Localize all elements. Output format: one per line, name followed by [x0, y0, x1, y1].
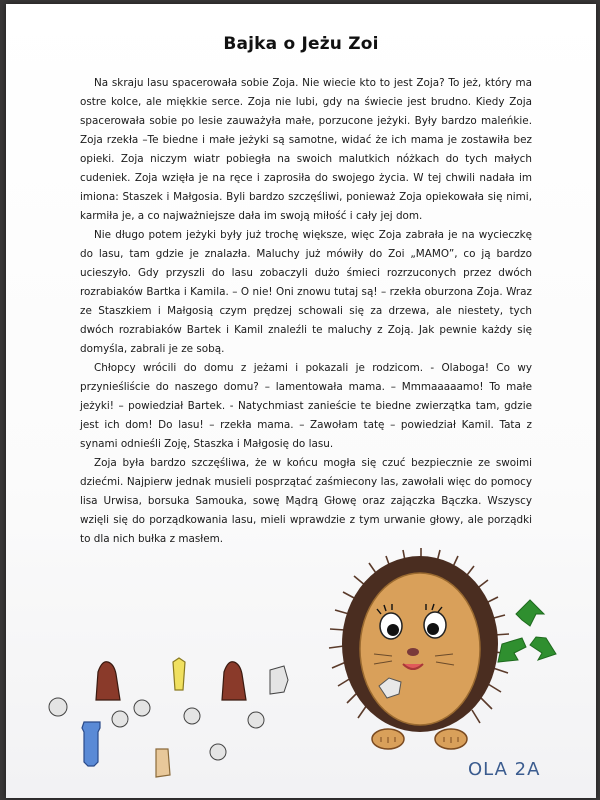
story-title: Bajka o Jeżu Zoi — [223, 34, 379, 54]
hedgehog-icon — [329, 548, 510, 749]
paragraph: Zoja była bardzo szczęśliwa, że w końcu mogła się czuć bezpiecznie ze swoimi dziećmi. Najpierw jednak musieli posprzątać zaśmiecony las, zawołali więc do pomocy lisa Urwisa, borsuka Samouka, sowę Mądrą Głowę oraz zajączka Bączka. Wszyscy wzięli się do porządkowania lasu, mieli wprawdzie z tym urwanie głowy, ale porządki to dla nich bułka z masłem. — [80, 457, 532, 545]
paragraph: Nie długo potem jeżyki były już trochę większe, więc Zoja zabrała je na wycieczkę do lasu, tam gdzie je znalazła. Maluchy już mówiły do Zoi „MAMO”, co ją bardzo ucieszyło. Gdy przyszli do lasu zobaczyli dużo śmieci rozrzuconych przez dwóch rozrabiaków Bartka i Kamila. – O nie! Oni znowu tutaj są! – rzekła oburzona Zoja. Wraz ze Staszkiem i Małgosią czym prędzej schowali się za drzewa, ale niestety, tych dwóch rozrabiaków Bartek i Kamil znaleźli te maluchy z Zoją. Jak pewnie każdy się domyśla, zabrali je ze sobą. — [80, 229, 532, 355]
signature: OLA 2A — [468, 759, 541, 780]
recycle-icon — [498, 600, 556, 662]
bottle-icon — [82, 722, 100, 766]
paragraph: Na skraju lasu spacerowała sobie Zoja. Nie wiecie kto to jest Zoja? To jeż, który ma ostre kolce, ale miękkie serce. Zoja nie lubi, gdy na świecie jest brudno. Kiedy Zoja spacerowała sobie po lesie zauważyła małe, porzucone jeżyki. Były bardzo maleńkie. Zoja rzekła –Te biedne i małe jeżyki są samotne, widać że ich mama je zostawiła bez opieki. Zoja niczym wiatr pobiegła na swoich malutkich nóżkach do tych małych cudeniek. Zoja wzięła je na ręce i zaprosiła do swojego życia. W tej chwili nadała im imiona: Staszek i Małgosia. Byli bardzo szczęśliwi, ponieważ Zoja opiekowała się nimi, karmiła je, a co najważniejsze dała im swoją miłość i cały jej dom. — [80, 77, 532, 222]
apple-core-icon — [156, 658, 185, 777]
paper-sheet — [6, 4, 596, 798]
can-icon — [96, 662, 246, 700]
paragraph: Chłopcy wrócili do domu z jeżami i pokazali je rodzicom. - Olaboga! Co wy przynieśliście do naszego domu? – lamentowała mama. – Mmmaaaaamo! To małe jeżyki! – powiedział Bartek. - Natychmiast zanieście te biedne zwierzątka tam, gdzie jest ich dom! Do lasu! – rzekła mama. – Zawołam tatę – powiedział Kamil. Tata z synami odnieśli Zoję, Staszka i Małgosię do lasu. — [80, 362, 532, 450]
illustration — [6, 4, 596, 798]
